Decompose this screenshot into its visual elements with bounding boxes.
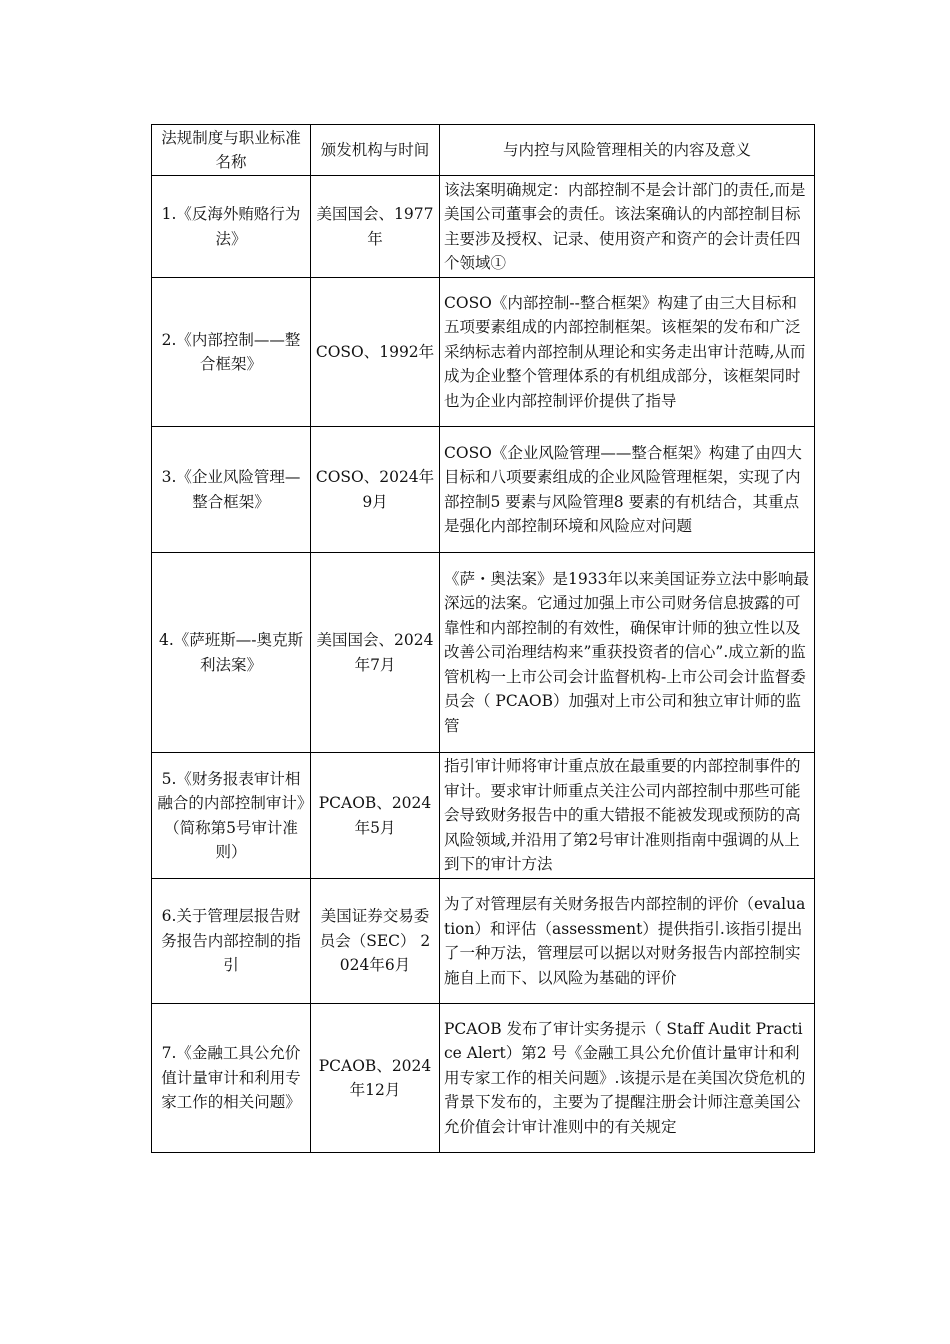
table-header-row — [152, 125, 815, 176]
header-org-cell: 颁发机构与时间 — [311, 125, 440, 176]
table-row — [152, 427, 815, 553]
table-row — [152, 278, 815, 427]
table-row — [152, 176, 815, 278]
description-cell: 指引审计师将审计重点放在最重要的内部控制事件的审计。要求审计师重点关注公司内部控制中那些可能会导致财务报告中的重大错报不能被发现或预防的高风险领域,并沿用了第2号审计准则指南中强调的从上到下的审计方法 — [440, 753, 815, 879]
issuer-date-cell: PCAOB、2024年5月 — [311, 753, 440, 879]
table-row — [152, 553, 815, 753]
table-row — [152, 879, 815, 1004]
regulation-name-cell: 3.《企业风险管理—整合框架》 — [152, 427, 311, 553]
issuer-date-cell: 美国证券交易委员会（SEC） 2024年6月 — [311, 879, 440, 1004]
regulation-name-cell: 6.关于管理层报告财务报告内部控制的指引 — [152, 879, 311, 1004]
regulation-name-cell: 2.《内部控制——整合框架》 — [152, 278, 311, 427]
issuer-date-cell: 美国国会、1977年 — [311, 176, 440, 278]
issuer-date-cell: COSO、1992年 — [311, 278, 440, 427]
issuer-date-cell: PCAOB、2024年12月 — [311, 1004, 440, 1153]
description-cell: 《萨・奥法案》是1933年以来美国证券立法中影响最深远的法案。它通过加强上市公司财务信息披露的可靠性和内部控制的有效性，确保审计师的独立性以及改善公司治理结构来”重获投资者的信心”.成立新的监管机构一上市公司会计监督机构-上市公司会计监督委员会（ PCAOB）加强对上市公司和独立审计师的监管 — [440, 553, 815, 753]
description-cell: COSO《企业风险管理——整合框架》构建了由四大目标和八项要素组成的企业风险管理框架，实现了内部控制5 要素与风险管理8 要素的有机结合，其重点是强化内部控制环境和风险应对问题 — [440, 427, 815, 553]
description-cell: PCAOB 发布了审计实务提示（ Staff Audit Practice Alert）第2 号《金融工具公允价值计量审计和利用专家工作的相关问题》.该提示是在美国次贷危机的背景下发布的，主要为了提醒注册会计师注意美国公允价值会计审计准则中的有关规定 — [440, 1004, 815, 1153]
description-cell: 为了对管理层有关财务报告内部控制的评价（evaluation）和评估（assessment）提供指引.该指引提出了一种万法，管理层可以据以对财务报告内部控制实施自上而下、以风险为基础的评价 — [440, 879, 815, 1004]
regulation-name-cell: 7.《金融工具公允价值计量审计和利用专家工作的相关问题》 — [152, 1004, 311, 1153]
regulation-name-cell: 4.《萨班斯—-奥克斯利法案》 — [152, 553, 311, 753]
header-name-cell: 法规制度与职业标准名称 — [152, 125, 311, 176]
regulation-name-cell: 1.《反海外贿赂行为法》 — [152, 176, 311, 278]
description-cell: 该法案明确规定：内部控制不是会计部门的责任,而是美国公司董事会的责任。该法案确认的内部控制目标主要涉及授权、记录、使用资产和资产的会计责任四个领域① — [440, 176, 815, 278]
table-row — [152, 1004, 815, 1153]
regulation-name-cell: 5.《财务报表审计相融合的内部控制审计》（简称第5号审计准则） — [152, 753, 311, 879]
header-desc-cell: 与内控与风险管理相关的内容及意义 — [440, 125, 815, 176]
issuer-date-cell: COSO、2024年9月 — [311, 427, 440, 553]
description-cell: COSO《内部控制--整合框架》构建了由三大目标和五项要素组成的内部控制框架。该框架的发布和广泛采纳标志着内部控制从理论和实务走出审计范畴,从而成为企业整个管理体系的有机组成部分，该框架同时也为企业内部控制评价提供了指导 — [440, 278, 815, 427]
table-row — [152, 753, 815, 879]
regulations-table — [151, 124, 815, 1153]
issuer-date-cell: 美国国会、2024年7月 — [311, 553, 440, 753]
